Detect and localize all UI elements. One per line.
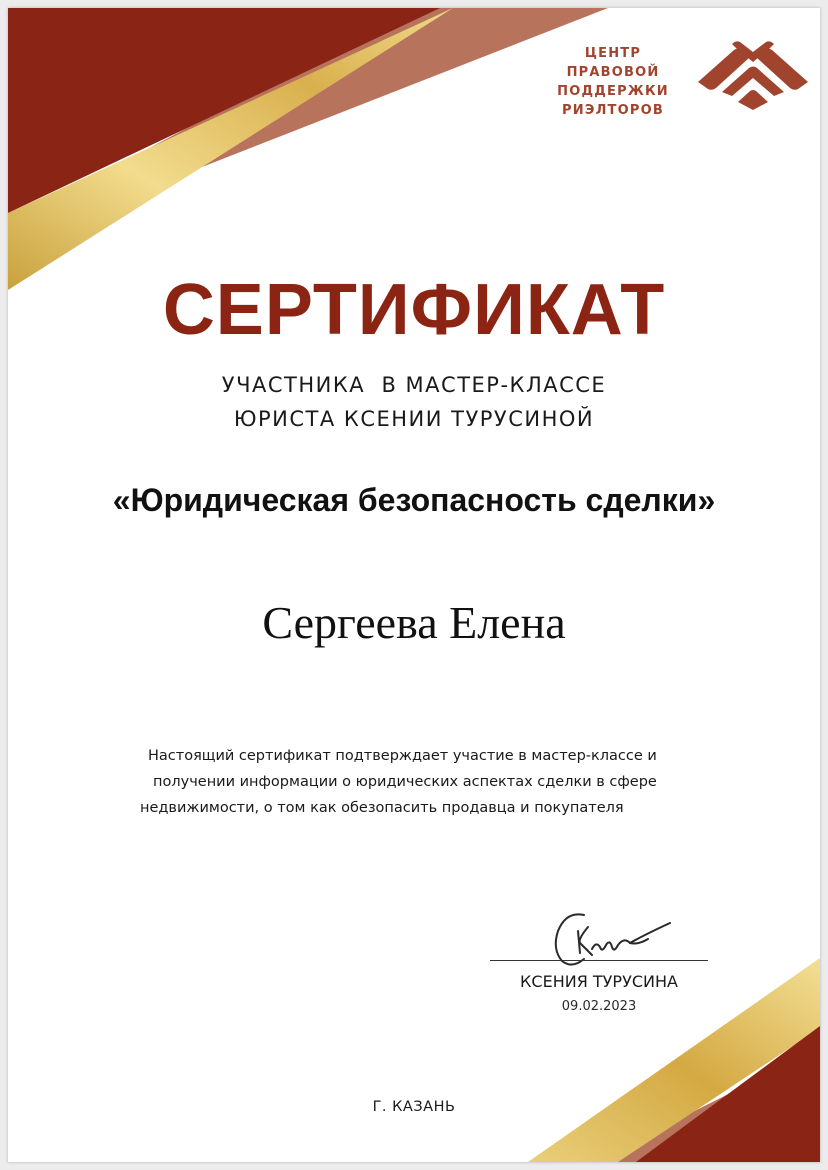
- house-roof-icon: [694, 38, 812, 114]
- certificate-title: СЕРТИФИКАТ: [162, 270, 666, 350]
- recipient-name: Сергеева Елена: [262, 597, 566, 648]
- logo-line-3: РИЭЛТОРОВ: [562, 103, 664, 118]
- certificate-subtitle: [8, 368, 820, 436]
- certificate-description: [140, 743, 720, 821]
- subtitle-line-1: УЧАСТНИКА В МАСТЕР-КЛАССЕ: [221, 373, 607, 397]
- logo-text: [543, 44, 683, 120]
- certificate-page: [8, 8, 820, 1162]
- issue-date: 09.02.2023: [561, 999, 637, 1014]
- logo-line-1: ЦЕНТР ПРАВОВОЙ: [566, 46, 660, 80]
- description-line-3: недвижимости, о том как обезопасить продавца и покупателя: [140, 800, 624, 816]
- description-line-2: получении информации о юридических аспектах сделки в сфере: [153, 774, 657, 790]
- description-line-1: Настоящий сертификат подтверждает участие в мастер-классе и: [148, 748, 657, 764]
- subtitle-line-2: ЮРИСТА КСЕНИИ ТУРУСИНОЙ: [233, 407, 595, 431]
- city: Г. КАЗАНЬ: [372, 1099, 456, 1115]
- logo-line-2: ПОДДЕРЖКИ: [557, 84, 669, 99]
- course-title: «Юридическая безопасность сделки»: [112, 482, 716, 518]
- signature-line: [490, 960, 708, 961]
- signer-name: КСЕНИЯ ТУРУСИНА: [520, 972, 678, 991]
